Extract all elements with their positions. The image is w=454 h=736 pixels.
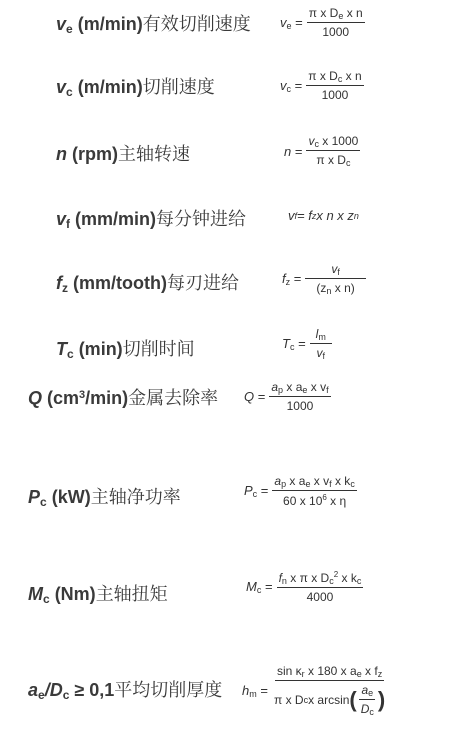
formula: $v_c$ = $\frac{\pi x D_c x n}{1000}$ [280,69,362,102]
formula: $M_c$ = $\frac{f_n x \pi x D_c^2 x k_c}{4000}$ [246,570,362,604]
row-label: $T_c$ (min)切削时间 [56,339,195,361]
formula: $f_z$ = $\frac{v_f}{(z_n x n)}$ [282,262,366,296]
row-label: $a_e/D_c \ge 0,1$平均切削厚度 [28,680,223,702]
formula: v f = f z x n x z n [288,208,359,223]
formula: $P_c$ = $\frac{a_p x a_e x v_f x k_c}{60 x 10^6 x \eta}$ [244,474,355,508]
row-label: $v_f$ (mm/min)每分钟进给 [56,209,247,231]
row-label: $v_e$ (m/min)有效切削速度 [56,14,251,36]
formula: $v_e$ = $\frac{\pi x D_e x n}{1000}$ [280,6,363,39]
row-label: $P_c$ (kW)主轴净功率 [28,487,181,509]
row-label: Q $(cm^3/\min)$金属去除率 [28,388,219,409]
formula: n = $\frac{v_c x 1000}{\pi x D_c}$ [284,134,359,168]
row-label: $v_c$ (m/min)切削速度 [56,77,215,99]
row-label: $f_z$ (mm/tooth)每刃进给 [56,273,239,295]
formula: $T_c$ = $\frac{l_m}{v_f}$ [282,327,332,361]
row-label: n (rpm)主轴转速 [56,144,190,165]
formula: Q = $\frac{a_p x a_e x v_f}{1000}$ [244,380,329,413]
formula: $h_m$ = $\sin \kappa_r$ x 180 x $a_e$ x $f_z$ π x D c x arcsin ( $\frac{a_e}{D_c}$ ) [242,664,386,717]
row-label: $M_c$ (Nm)主轴扭矩 [28,584,168,606]
